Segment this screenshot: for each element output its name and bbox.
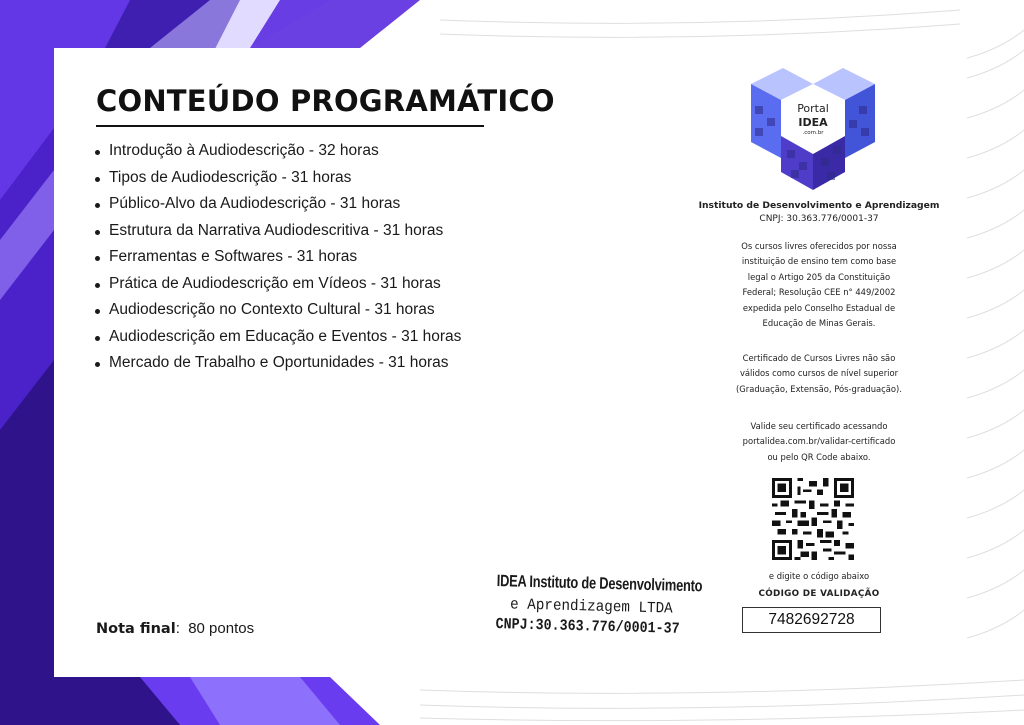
legal-line: legal o Artigo 205 da Constituição	[747, 271, 891, 282]
list-item: Prática de Audiodescrição em Vídeos - 31 horas	[94, 273, 461, 300]
final-grade: Nota final: 80 pontos	[96, 620, 255, 637]
validation-code[interactable]: 7482692728	[742, 607, 881, 633]
logo-line-1: Portal	[797, 102, 829, 115]
topic-list	[94, 140, 461, 379]
validation-code-label: CÓDIGO DE VALIDAÇÃO	[758, 589, 880, 599]
list-item: Audiodescrição no Contexto Cultural - 31 horas	[94, 299, 461, 326]
institution-name: Instituto de Desenvolvimento e Aprendizagem	[698, 200, 940, 211]
validate-note	[704, 419, 934, 465]
logo-line-3: .com.br	[802, 130, 824, 136]
portal-idea-logo	[747, 66, 879, 190]
list-item: Tipos de Audiodescrição - 31 horas	[94, 167, 461, 194]
list-item: Introdução à Audiodescrição - 32 horas	[94, 140, 461, 167]
institution-cnpj: CNPJ: 30.363.776/0001-37	[759, 214, 879, 224]
stamp-line-3: CNPJ:30.363.776/0001-37	[495, 614, 680, 638]
validity-note	[704, 351, 934, 397]
list-item: Ferramentas e Softwares - 31 horas	[94, 246, 461, 273]
legal-line: instituição de ensino tem como base	[741, 256, 897, 267]
legal-line: expedida pelo Conselho Estadual de	[742, 302, 896, 313]
certificate-page	[54, 48, 967, 677]
page-title: CONTEÚDO PROGRAMÁTICO	[96, 84, 555, 118]
legal-line: Federal; Resolução CEE n° 449/2002	[742, 287, 896, 298]
list-item: Público-Alvo da Audiodescrição - 31 horas	[94, 193, 461, 220]
final-grade-value: 80 pontos	[188, 620, 255, 637]
qr-code[interactable]	[772, 478, 854, 560]
company-stamp	[495, 572, 703, 638]
validity-line: (Graduação, Extensão, Pós-graduação).	[736, 383, 902, 394]
validity-line: válidos como cursos de nível superior	[739, 368, 899, 379]
stamp-line-2: e Aprendizagem LTDA	[509, 595, 673, 618]
validate-line[interactable]: portalidea.com.br/validar-certificado	[742, 436, 896, 447]
logo-line-2: IDEA	[798, 116, 828, 129]
list-item: Estrutura da Narrativa Audiodescritiva - 31 horas	[94, 220, 461, 247]
legal-basis-note	[704, 239, 934, 331]
stamp-line-1: IDEA Instituto de Desenvolvimento	[496, 572, 703, 596]
list-item: Audiodescrição em Educação e Eventos - 31 horas	[94, 326, 461, 353]
list-item: Mercado de Trabalho e Oportunidades - 31 horas	[94, 352, 461, 379]
institution-info	[674, 200, 964, 224]
validity-line: Certificado de Cursos Livres não são	[742, 353, 896, 363]
validate-line: ou pelo QR Code abaixo.	[767, 451, 871, 462]
final-grade-label: Nota final	[96, 621, 176, 637]
legal-line: Os cursos livres oferecidos por nossa	[741, 241, 897, 251]
legal-line: Educação de Minas Gerais.	[762, 318, 876, 329]
qr-instruction: e digite o código abaixo	[768, 571, 870, 581]
validate-line: Valide seu certificado acessando	[750, 421, 888, 431]
title-underline	[96, 125, 484, 127]
